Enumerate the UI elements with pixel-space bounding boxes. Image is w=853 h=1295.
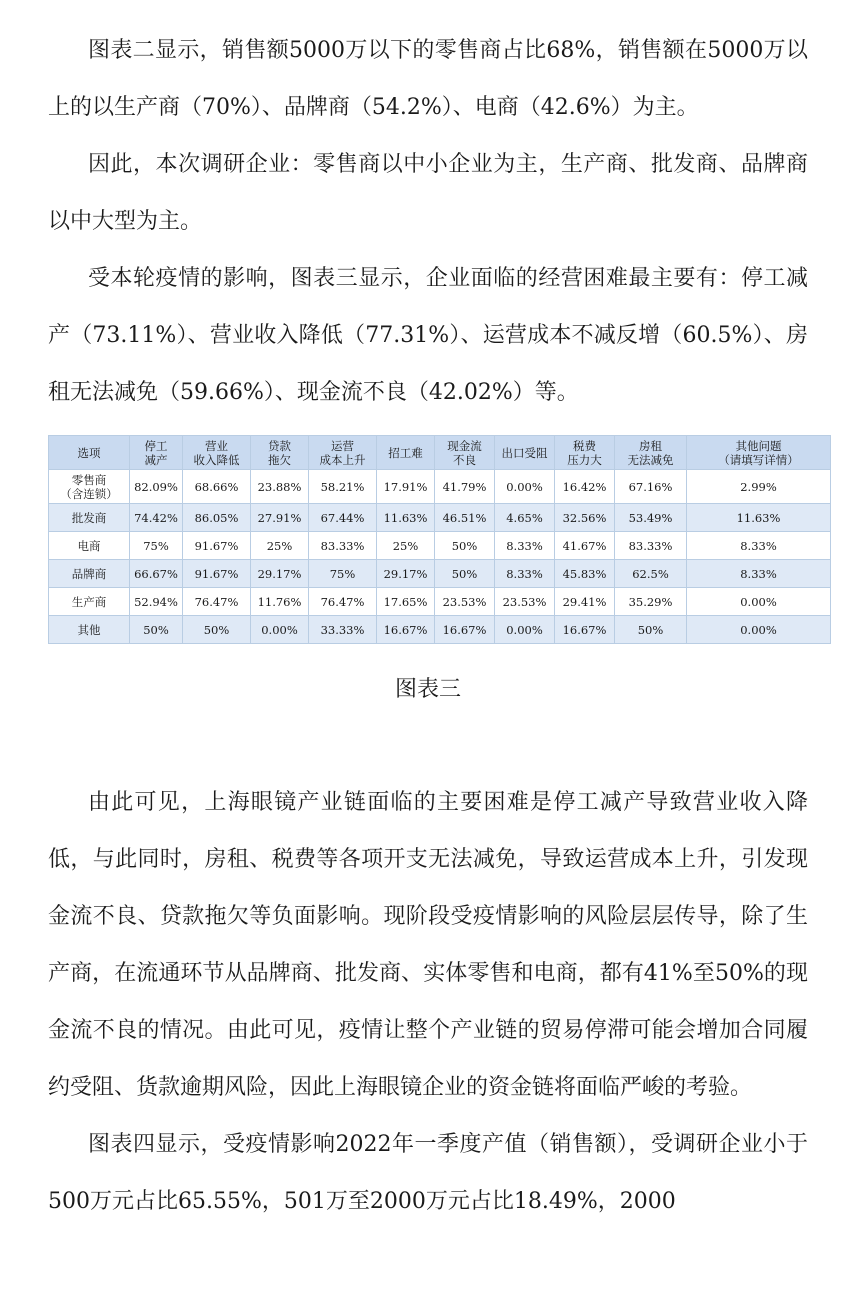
table-row-label: 其他 (49, 616, 130, 644)
table-cell: 41.67% (555, 532, 615, 560)
paragraph-analysis: 由此可见，上海眼镜产业链面临的主要困难是停工减产导致营业收入降低，与此同时，房租、税费等各项开支无法减免，导致运营成本上升，引发现金流不良、贷款拖欠等负面影响。现阶段受疫情影响的风险层层传导，除了生产商，在流通环节从品牌商、批发商、实体零售和电商，都有41%至50%的现金流不良的情况。由此可见，疫情让整个产业链的贸易停滞可能会增加合同履约受阻、货款逾期风险，因此上海眼镜企业的资金链将面临严峻的考验。 (48, 790, 808, 1100)
table-cell: 76.47% (183, 588, 251, 616)
table-header-cell: 出口受阻 (495, 436, 555, 470)
table-cell: 23.88% (251, 470, 309, 504)
figure-caption: 图表三 (394, 677, 461, 702)
table-row-label: 品牌商 (49, 560, 130, 588)
paragraph-sales-share: 图表二显示，销售额5000万以下的零售商占比68%，销售额在5000万以上的以生产商（70%）、品牌商（54.2%）、电商（42.6%）为主。 (48, 38, 808, 120)
table-cell: 16.42% (555, 470, 615, 504)
table-cell: 16.67% (377, 616, 435, 644)
table-cell: 0.00% (495, 616, 555, 644)
table-cell: 83.33% (615, 532, 687, 560)
table-row-label: 零售商 （含连锁） (49, 470, 130, 504)
table-row (49, 504, 831, 532)
table-cell: 2.99% (687, 470, 831, 504)
table-cell: 8.33% (687, 532, 831, 560)
table-cell: 83.33% (309, 532, 377, 560)
table-cell: 29.17% (377, 560, 435, 588)
table-cell: 17.91% (377, 470, 435, 504)
table-cell: 29.17% (251, 560, 309, 588)
table-cell: 33.33% (309, 616, 377, 644)
table-cell: 0.00% (687, 588, 831, 616)
document-page (48, 22, 808, 1230)
table-cell: 50% (615, 616, 687, 644)
table-cell: 0.00% (687, 616, 831, 644)
table-cell: 35.29% (615, 588, 687, 616)
table-cell: 75% (309, 560, 377, 588)
table-cell: 91.67% (183, 532, 251, 560)
table-cell: 66.67% (130, 560, 183, 588)
table-row (49, 616, 831, 644)
table-cell: 23.53% (495, 588, 555, 616)
table-cell: 45.83% (555, 560, 615, 588)
table-cell: 11.63% (687, 504, 831, 532)
table-cell: 76.47% (309, 588, 377, 616)
table-header-cell: 招工难 (377, 436, 435, 470)
table-cell: 0.00% (495, 470, 555, 504)
difficulties-table-wrapper (48, 435, 830, 644)
table-cell: 67.44% (309, 504, 377, 532)
table-row-label: 批发商 (49, 504, 130, 532)
table-cell: 32.56% (555, 504, 615, 532)
table-header-cell: 停工 减产 (130, 436, 183, 470)
table-row (49, 470, 831, 504)
table-cell: 17.65% (377, 588, 435, 616)
table-header-cell: 运营 成本上升 (309, 436, 377, 470)
table-cell: 58.21% (309, 470, 377, 504)
table-cell: 29.41% (555, 588, 615, 616)
table-cell: 46.51% (435, 504, 495, 532)
table-row-label: 电商 (49, 532, 130, 560)
table-cell: 82.09% (130, 470, 183, 504)
table-cell: 86.05% (183, 504, 251, 532)
table-cell: 11.76% (251, 588, 309, 616)
table-cell: 25% (251, 532, 309, 560)
table-cell: 27.91% (251, 504, 309, 532)
paragraph-enterprise-profile: 因此，本次调研企业：零售商以中小企业为主，生产商、批发商、品牌商以中大型为主。 (48, 152, 808, 234)
paragraph-chart-four: 图表四显示，受疫情影响2022年一季度产值（销售额），受调研企业小于500万元占比65.55%，501万至2000万元占比18.49%，2000 (48, 1132, 808, 1214)
table-cell: 16.67% (555, 616, 615, 644)
table-cell: 50% (435, 560, 495, 588)
table-cell: 62.5% (615, 560, 687, 588)
table-cell: 25% (377, 532, 435, 560)
table-cell: 8.33% (495, 560, 555, 588)
table-cell: 52.94% (130, 588, 183, 616)
table-cell: 8.33% (687, 560, 831, 588)
table-cell: 0.00% (251, 616, 309, 644)
table-cell: 8.33% (495, 532, 555, 560)
paragraph-difficulties: 受本轮疫情的影响，图表三显示，企业面临的经营困难最主要有：停工减产（73.11%）、营业收入降低（77.31%）、运营成本不减反增（60.5%）、房租无法减免（59.66%）、现金流不良（42.02%）等。 (48, 266, 808, 405)
table-cell: 16.67% (435, 616, 495, 644)
table-header-cell: 现金流 不良 (435, 436, 495, 470)
table-header-cell: 税费 压力大 (555, 436, 615, 470)
table-cell: 74.42% (130, 504, 183, 532)
table-header-cell: 其他问题 （请填写详情） (687, 436, 831, 470)
table-cell: 11.63% (377, 504, 435, 532)
table-cell: 53.49% (615, 504, 687, 532)
table-cell: 91.67% (183, 560, 251, 588)
table-row (49, 532, 831, 560)
table-row (49, 560, 831, 588)
table-header-cell: 选项 (49, 436, 130, 470)
table-cell: 4.65% (495, 504, 555, 532)
table-cell: 41.79% (435, 470, 495, 504)
table-cell: 50% (183, 616, 251, 644)
table-cell: 67.16% (615, 470, 687, 504)
table-header-row (49, 436, 831, 470)
table-cell: 68.66% (183, 470, 251, 504)
table-row (49, 588, 831, 616)
table-cell: 50% (435, 532, 495, 560)
table-header-cell: 房租 无法减免 (615, 436, 687, 470)
table-cell: 75% (130, 532, 183, 560)
table-body (49, 470, 831, 644)
table-header-cell: 营业 收入降低 (183, 436, 251, 470)
table-cell: 50% (130, 616, 183, 644)
table-header-cell: 贷款 拖欠 (251, 436, 309, 470)
spacer (48, 712, 808, 774)
difficulties-table (48, 435, 831, 644)
table-row-label: 生产商 (49, 588, 130, 616)
table-cell: 23.53% (435, 588, 495, 616)
